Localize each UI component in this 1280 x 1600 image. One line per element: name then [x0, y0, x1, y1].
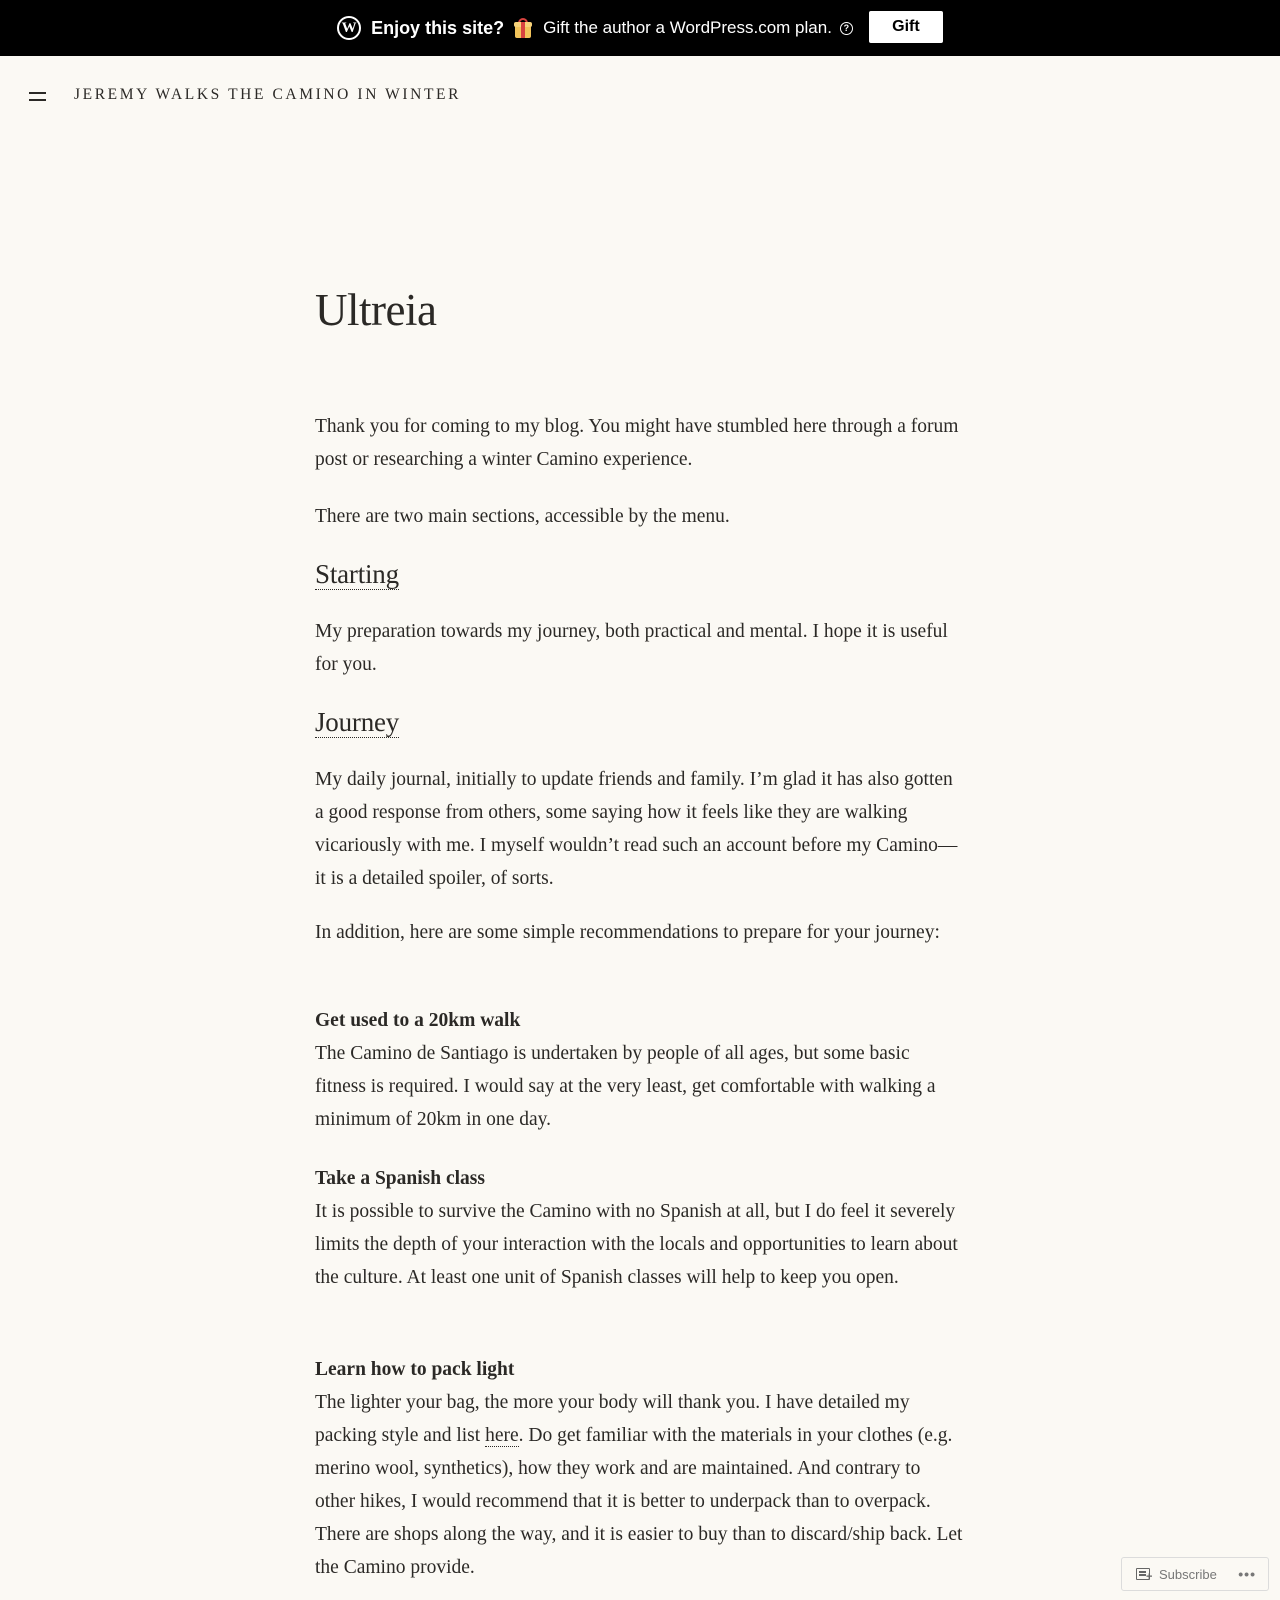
- sections-intro-paragraph: There are two main sections, accessible by the menu.: [315, 506, 730, 527]
- starting-description: My preparation towards my journey, both practical and mental. I hope it is useful for you.: [315, 621, 948, 675]
- banner-headline: Enjoy this site?: [371, 17, 505, 38]
- section-heading-journey: [315, 702, 399, 742]
- more-options-icon[interactable]: •••: [1238, 1566, 1256, 1582]
- subscribe-button[interactable]: Subscribe: [1159, 1566, 1217, 1582]
- banner-message: Gift the author a WordPress.com plan.: [543, 18, 832, 37]
- body-text: . Do get familiar with the materials in your clothes (e.g. merino wool, synthetics), how they work and are maintained. And contrary to other hikes, I would recommend that it is better to underpack than to overpack. There are shops along the way, and it is easier to buy than to discard/ship back. Let the Camino provide.: [315, 1425, 963, 1578]
- recommendations-intro: In addition, here are some simple recommendations to prepare for your journey:: [315, 922, 940, 943]
- subscribe-widget: [1121, 1557, 1269, 1591]
- recommendation-body: It is possible to survive the Camino with no Spanish at all, but I do feel it severely limits the depth of your interaction with the locals and opportunities to learn about the culture. At least one unit of Spanish classes will help to keep you open.: [315, 1201, 958, 1288]
- recommendation-body: [315, 1386, 965, 1584]
- recommendation-title: Take a Spanish class: [315, 1168, 485, 1189]
- promo-banner: [0, 0, 1280, 56]
- wordpress-logo-icon: W: [337, 16, 361, 40]
- body-text: The lighter your bag, the more your body will thank you. I have detailed my packing style and list: [315, 1392, 910, 1446]
- question-circle-icon[interactable]: ?: [840, 22, 853, 35]
- journey-link[interactable]: Journey: [315, 707, 400, 737]
- starting-link[interactable]: Starting: [315, 559, 399, 589]
- main-content: [315, 270, 965, 1578]
- journey-description: My daily journal, initially to update friends and family. I’m glad it has also gotten a good response from others, some saying how it feels like they are walking vicariously with me. I myself wouldn’t read such an account before my Camino—it is a detailed spoiler, of sorts.: [315, 769, 958, 889]
- recommendation-item: [315, 1162, 965, 1294]
- recommendation-title: Learn how to pack light: [315, 1359, 515, 1380]
- page-title: Ultreia: [315, 285, 437, 335]
- intro-paragraph: Thank you for coming to my blog. You might have stumbled here through a forum post or researching a winter Camino experience.: [315, 416, 959, 470]
- gift-icon: [514, 18, 532, 38]
- site-header: [0, 56, 1280, 136]
- recommendation-body: The Camino de Santiago is undertaken by people of all ages, but some basic fitness is required. I would say at the very least, get comfortable with walking a minimum of 20km in one day.: [315, 1043, 936, 1130]
- gift-button[interactable]: Gift: [869, 11, 943, 43]
- recommendation-item: [315, 1353, 965, 1584]
- recommendation-item: [315, 1004, 965, 1136]
- site-title[interactable]: JEREMY WALKS THE CAMINO IN WINTER: [74, 86, 462, 103]
- recommendation-title: Get used to a 20km walk: [315, 1010, 521, 1031]
- hamburger-menu-icon[interactable]: [29, 90, 47, 102]
- packing-list-link[interactable]: here: [485, 1425, 519, 1446]
- subscribe-reader-icon[interactable]: [1136, 1568, 1150, 1580]
- section-heading-starting: [315, 554, 399, 594]
